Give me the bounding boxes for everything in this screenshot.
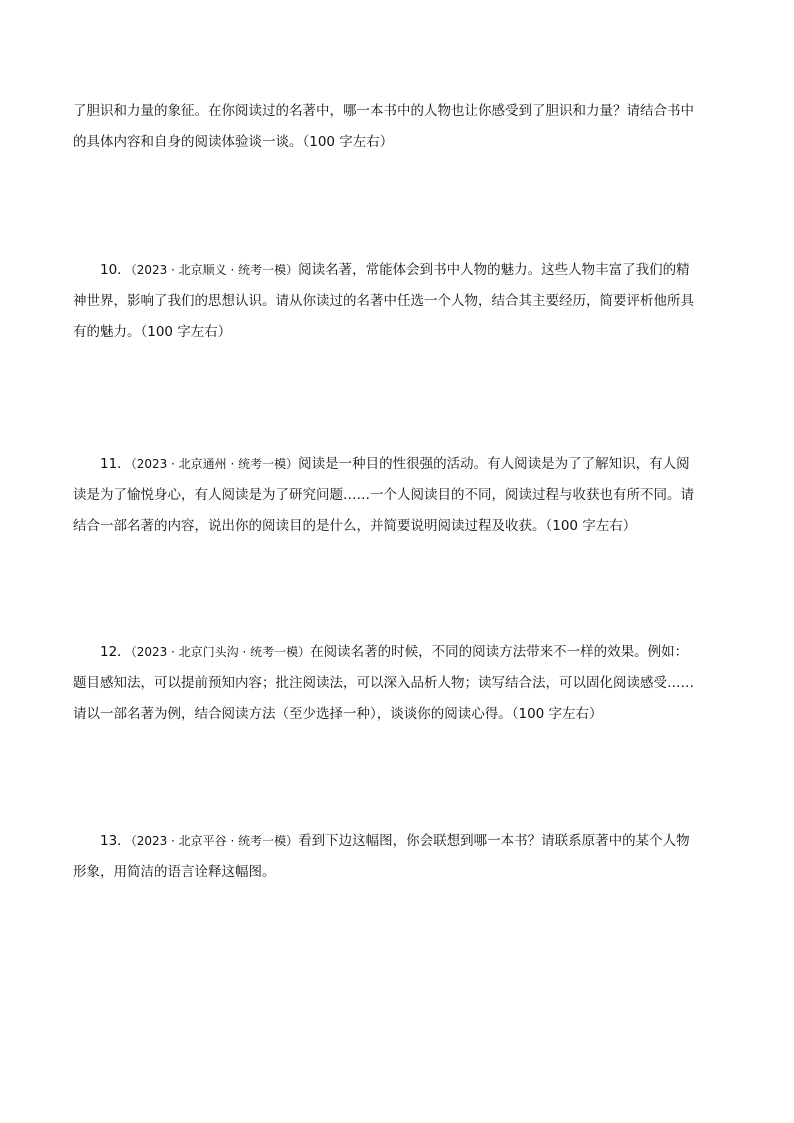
question-source: （2023 · 北京平谷 · 统考一模） — [130, 834, 299, 848]
question-first-line — [73, 449, 725, 480]
question-11 — [73, 449, 725, 542]
question-text: 在阅读名著的时候，不同的阅读方法带来不一样的效果。例如： — [310, 644, 689, 660]
question-line: 题目感知法，可以提前预知内容；批注阅读法，可以深入品析人物；读写结合法，可以固化阅读感受…… — [73, 675, 694, 691]
question-source: （2023 · 北京门头沟 · 统考一模） — [130, 645, 311, 659]
question-first-line — [73, 637, 725, 668]
question-number: 10． — [100, 262, 131, 278]
question-line: 结合一部名著的内容，说出你的阅读目的是什么，并简要说明阅读过程及收获。（100 字左右） — [73, 518, 637, 534]
question-line: 有的魅力。（100 字左右） — [73, 324, 232, 340]
question-10 — [73, 255, 725, 348]
question-first-line — [73, 826, 725, 857]
intro-line: 的具体内容和自身的阅读体验谈一谈。（100 字左右） — [73, 134, 394, 150]
question-line: 形象，用简洁的语言诠释这幅图。 — [73, 864, 276, 880]
question-line: 读是为了愉悦身心，有人阅读是为了研究问题……一个人阅读目的不同，阅读过程与收获也有所不同。请 — [73, 487, 694, 503]
question-12 — [73, 637, 725, 730]
question-line: 请以一部名著为例，结合阅读方法（至少选择一种），谈谈你的阅读心得。（100 字左右） — [73, 706, 603, 722]
question-first-line — [73, 255, 725, 286]
question-number: 13． — [100, 833, 131, 849]
question-number: 12． — [100, 644, 131, 660]
question-source: （2023 · 北京顺义 · 统考一模） — [130, 263, 299, 277]
question-text: 看到下边这幅图，你会联想到哪一本书？请联系原著中的某个人物 — [298, 833, 690, 849]
question-line: 神世界，影响了我们的思想认识。请从你读过的名著中任选一个人物，结合其主要经历，简要评析他所具 — [73, 293, 694, 309]
question-number: 11． — [100, 456, 131, 472]
intro-paragraph — [73, 96, 725, 158]
question-text: 阅读名著，常能体会到书中人物的魅力。这些人物丰富了我们的精 — [298, 262, 690, 278]
question-13 — [73, 826, 725, 888]
question-source: （2023 · 北京通州 · 统考一模） — [130, 457, 299, 471]
question-text: 阅读是一种目的性很强的活动。有人阅读是为了了解知识，有人阅 — [298, 456, 690, 472]
intro-line: 了胆识和力量的象征。在你阅读过的名著中，哪一本书中的人物也让你感受到了胆识和力量？请结合书中 — [73, 103, 694, 119]
